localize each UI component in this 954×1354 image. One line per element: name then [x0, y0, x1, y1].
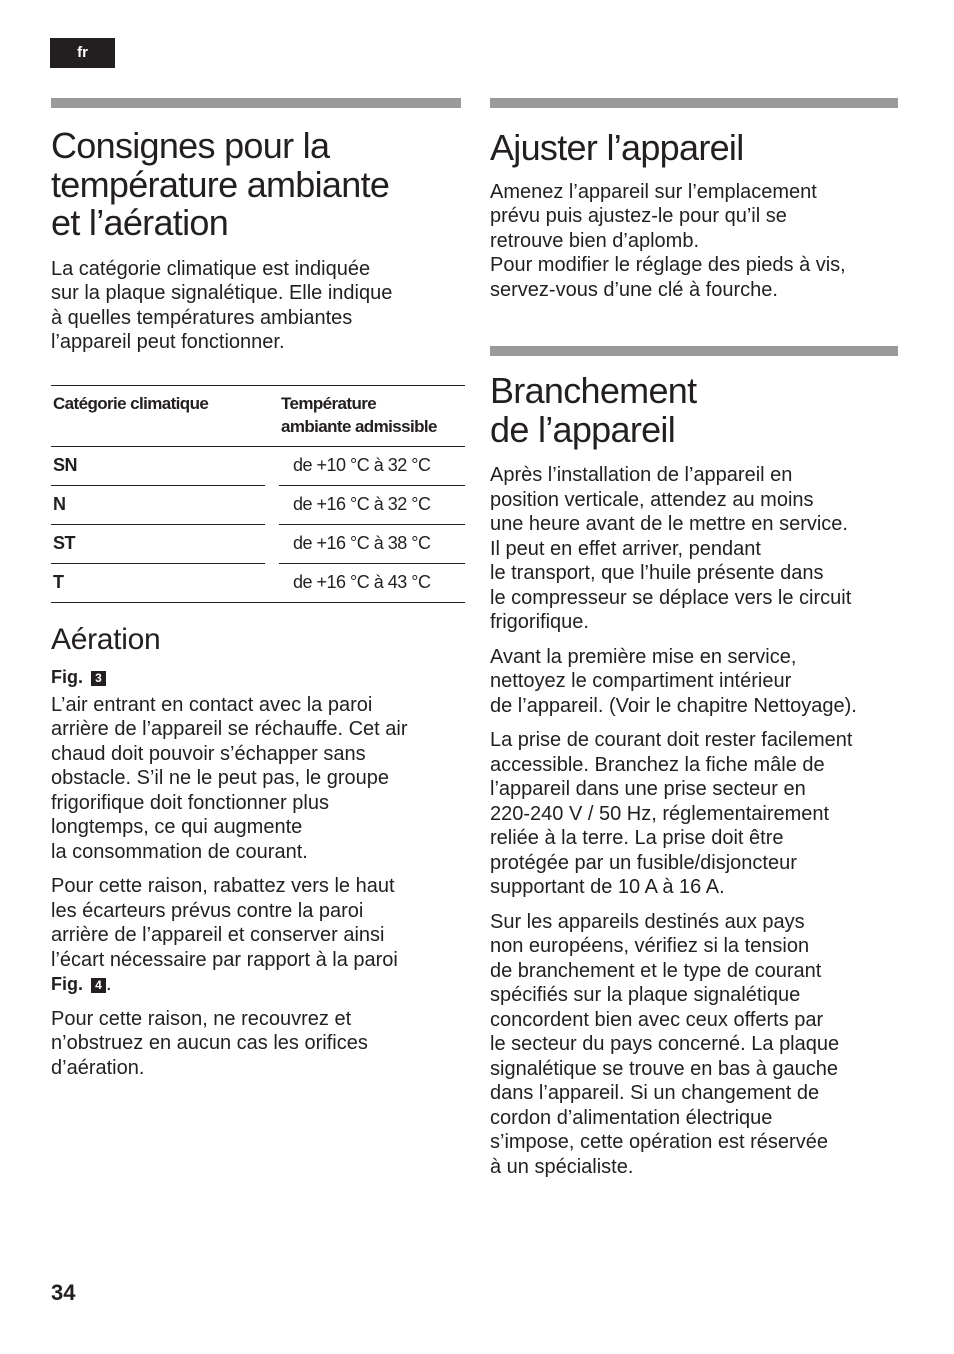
section-rule: [51, 98, 461, 108]
climate-class-table: [51, 385, 465, 603]
figure-number-badge: 3: [91, 671, 106, 686]
column-header-temperature: Température ambiante admissible: [279, 385, 465, 446]
temperature-range: de +16 °C à 43 °C: [279, 563, 465, 602]
title-line: Consignes pour la: [51, 125, 330, 166]
page-number: 34: [51, 1280, 76, 1305]
left-column: [51, 98, 461, 1080]
table-row: [51, 485, 465, 524]
aeration-paragraph-2: Pour cette raison, rabattez vers le haut les écarteurs prévus contre la paroi arrière de l’appareil et conserver ainsi l’écart nécessaire par rapport à la paroi Fig. 4 .: [51, 875, 398, 995]
branchement-paragraph-1: Après l’installation de l’appareil en position verticale, attendez au moins une heure avant de le mettre en service. Il peut en effet arriver, pendant le transport, que l’huile présente dans le compresseur se déplace vers le circuit frigorifique.: [490, 464, 852, 633]
temperature-range: de +16 °C à 32 °C: [279, 485, 465, 524]
right-column: [490, 98, 900, 1179]
branchement-paragraph-3: La prise de courant doit rester facilement accessible. Branchez la fiche mâle de l’appareil dans une prise secteur en 220-240 V / 50 Hz, réglementairement reliée à la terre. La prise doit être protégée par un fusible/disjoncteur supportant de 10 A à 16 A.: [490, 729, 853, 898]
figure-reference: Fig. 4: [51, 974, 106, 994]
climate-code: T: [51, 563, 265, 602]
column-gap: [265, 485, 279, 524]
climate-code: SN: [51, 446, 265, 485]
temperature-range: de +16 °C à 38 °C: [279, 524, 465, 563]
figure-number-badge: 4: [91, 978, 106, 993]
column-gap: [265, 524, 279, 563]
temperature-range: de +10 °C à 32 °C: [279, 446, 465, 485]
column-gap: [265, 385, 279, 446]
subsection-title-aeration: Aération: [51, 622, 161, 656]
section-title-branchement: Branchement de l’appareil: [490, 370, 697, 450]
aeration-paragraph-1: L’air entrant en contact avec la paroi arrière de l’appareil se réchauffe. Cet air chaud doit pouvoir s’échapper sans obstacle. S’il ne le peut pas, le groupe frigorifique doit fonctionner plus longtemps, ce qui augmente la consommation de courant.: [51, 693, 408, 863]
column-gap: [265, 563, 279, 602]
section-rule: [490, 98, 898, 108]
column-gap: [265, 446, 279, 485]
branchement-paragraph-2: Avant la première mise en service, nettoyez le compartiment intérieur de l’appareil. (Voir le chapitre Nettoyage).: [490, 645, 857, 717]
section-title-temperature: [51, 127, 461, 243]
branchement-paragraph-4: Sur les appareils destinés aux pays non européens, vérifiez si la tension de branchement et le type de courant spécifiés sur la plaque signalétique concordent bien avec ceux offerts par le secteur du pays concerné. La plaque signalétique se trouve en bas à gauche dans l’appareil. Si un changement de cordon d’alimentation électrique s’impose, cette opération est réservée à un spécialiste.: [490, 910, 840, 1178]
language-tag: fr: [50, 38, 115, 68]
climate-code: ST: [51, 524, 265, 563]
aeration-paragraph-3: Pour cette raison, ne recouvrez et n’obstruez en aucun cas les orifices d’aération.: [51, 1007, 368, 1079]
intro-paragraph: La catégorie climatique est indiquée sur la plaque signalétique. Elle indique à quelles températures ambiantes l’appareil peut fonctionner.: [51, 257, 393, 353]
table-header-row: [51, 385, 465, 446]
figure-reference: Fig. 3: [51, 665, 461, 689]
column-header-category: Catégorie climatique: [51, 385, 265, 446]
title-line: température ambiante: [51, 163, 390, 205]
table-row: [51, 446, 465, 485]
ajuster-paragraph: Amenez l’appareil sur l’emplacement prévu puis ajustez-le pour qu’il se retrouve bien d’aplomb. Pour modifier le réglage des pieds à vis, servez-vous d’une clé à fourche.: [490, 180, 846, 301]
table-row: [51, 563, 465, 602]
climate-code: N: [51, 485, 265, 524]
table-row: [51, 524, 465, 563]
title-line: et l’aération: [51, 202, 229, 243]
section-title-ajuster: Ajuster l’appareil: [490, 127, 744, 168]
section-rule: [490, 346, 898, 356]
